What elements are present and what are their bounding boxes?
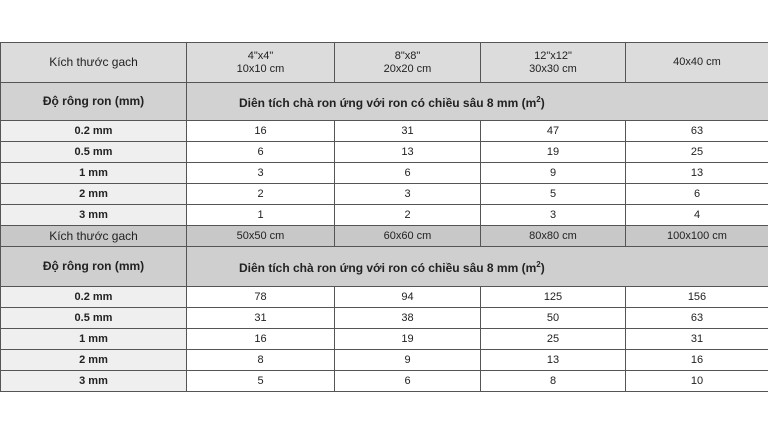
table-row	[1, 308, 768, 329]
tile-size-cm: 60x60 cm	[335, 226, 481, 247]
area-value: 50	[481, 308, 626, 329]
area-value: 2	[335, 205, 481, 226]
area-value: 1	[187, 205, 335, 226]
area-value: 16	[626, 350, 768, 371]
area-value: 8	[187, 350, 335, 371]
tile-size-header-row	[1, 226, 768, 247]
joint-width-value: 3 mm	[1, 371, 187, 392]
joint-width-value: 0.5 mm	[1, 308, 187, 329]
area-value: 9	[335, 350, 481, 371]
area-value: 6	[626, 184, 768, 205]
table-row	[1, 371, 768, 392]
width-area-header-row	[1, 247, 768, 287]
area-value: 5	[481, 184, 626, 205]
area-value: 13	[335, 142, 481, 163]
joint-width-value: 2 mm	[1, 184, 187, 205]
tile-size-cell	[187, 43, 335, 83]
area-value: 31	[626, 329, 768, 350]
tile-size-inch: 4"x4"	[247, 49, 274, 62]
area-value: 19	[481, 142, 626, 163]
table-row	[1, 121, 768, 142]
tile-size-cm: 20x20 cm	[383, 62, 432, 75]
area-value: 10	[626, 371, 768, 392]
area-value: 9	[481, 163, 626, 184]
joint-width-value: 3 mm	[1, 205, 187, 226]
unit-superscript: 2	[536, 260, 541, 269]
tile-size-label: Kích thước gach	[1, 226, 187, 247]
area-value: 31	[187, 308, 335, 329]
area-value: 3	[335, 184, 481, 205]
joint-width-value: 2 mm	[1, 350, 187, 371]
area-value: 8	[481, 371, 626, 392]
grout-area-close: )	[540, 261, 545, 275]
area-value: 3	[481, 205, 626, 226]
area-value: 13	[481, 350, 626, 371]
area-value: 2	[187, 184, 335, 205]
joint-width-value: 1 mm	[1, 163, 187, 184]
tile-size-label: Kích thước gach	[1, 43, 187, 83]
tile-size-cm: 30x30 cm	[529, 62, 577, 75]
grout-area-text: Diên tích chà ron ứng với ron có chiều sâu 8 mm (m	[239, 96, 537, 110]
area-value: 63	[626, 121, 768, 142]
coverage-table	[0, 42, 768, 392]
area-value: 6	[335, 371, 481, 392]
table-row	[1, 163, 768, 184]
area-value: 6	[335, 163, 481, 184]
area-value: 47	[481, 121, 626, 142]
area-value: 38	[335, 308, 481, 329]
area-value: 6	[187, 142, 335, 163]
area-value: 25	[481, 329, 626, 350]
area-value: 16	[187, 329, 335, 350]
area-value: 16	[187, 121, 335, 142]
grout-area-label	[187, 247, 768, 287]
tile-size-cm: 10x10 cm	[236, 62, 285, 75]
area-value: 156	[626, 287, 768, 308]
tile-size-inch: 12"x12"	[534, 49, 572, 62]
area-value: 31	[335, 121, 481, 142]
tile-size-cm: 40x40 cm	[673, 56, 721, 68]
area-value: 78	[187, 287, 335, 308]
joint-width-value: 0.5 mm	[1, 142, 187, 163]
area-value: 125	[481, 287, 626, 308]
area-value: 3	[187, 163, 335, 184]
table-row	[1, 205, 768, 226]
area-value: 4	[626, 205, 768, 226]
table-row	[1, 142, 768, 163]
tile-size-cm: 100x100 cm	[626, 226, 768, 247]
table-row	[1, 329, 768, 350]
unit-superscript: 2	[536, 95, 541, 104]
area-value: 63	[626, 308, 768, 329]
joint-width-value: 0.2 mm	[1, 287, 187, 308]
grout-area-close: )	[540, 96, 545, 110]
tile-size-cm: 50x50 cm	[187, 226, 335, 247]
grout-coverage-table	[0, 42, 768, 389]
grout-area-label	[187, 83, 768, 121]
tile-size-inch: 8"x8"	[394, 49, 421, 62]
area-value: 25	[626, 142, 768, 163]
area-value: 13	[626, 163, 768, 184]
grout-area-text: Diên tích chà ron ứng với ron có chiều sâu 8 mm (m	[239, 261, 537, 275]
area-value: 5	[187, 371, 335, 392]
tile-size-cell	[481, 43, 626, 83]
area-value: 94	[335, 287, 481, 308]
tile-size-cell	[626, 43, 768, 83]
table-row	[1, 287, 768, 308]
joint-width-value: 0.2 mm	[1, 121, 187, 142]
joint-width-label: Độ rông ron (mm)	[1, 247, 187, 287]
table-row	[1, 350, 768, 371]
tile-size-cell	[335, 43, 481, 83]
area-value: 19	[335, 329, 481, 350]
joint-width-value: 1 mm	[1, 329, 187, 350]
width-area-header-row	[1, 83, 768, 121]
tile-size-cm: 80x80 cm	[481, 226, 626, 247]
tile-size-header-row	[1, 43, 768, 83]
table-row	[1, 184, 768, 205]
joint-width-label: Độ rông ron (mm)	[1, 83, 187, 121]
